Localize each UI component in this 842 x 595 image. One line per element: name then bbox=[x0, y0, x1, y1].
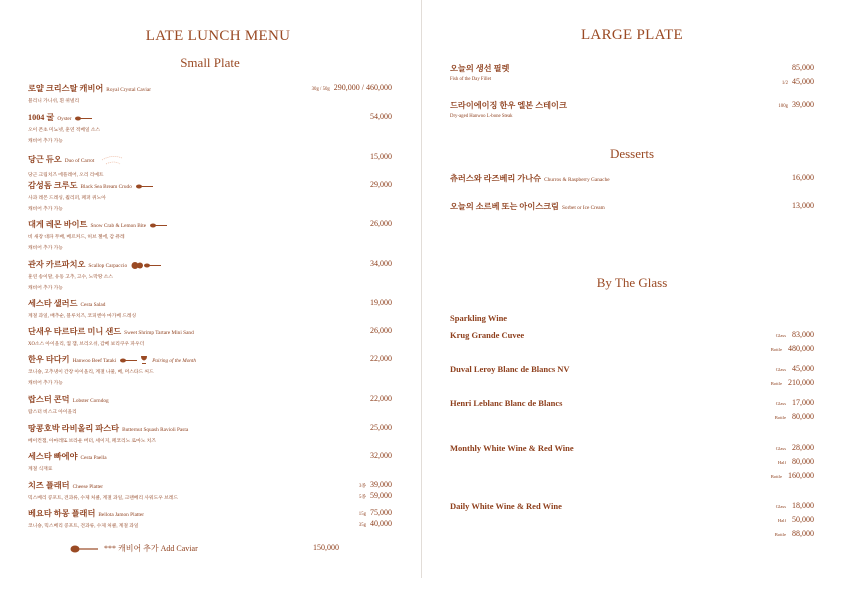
item-size: 1/2 bbox=[781, 81, 788, 86]
item-note: 캐비어 추가 가능 bbox=[28, 381, 63, 386]
add-caviar-price: 150,000 bbox=[313, 543, 339, 552]
wine-glass-icon bbox=[140, 356, 148, 364]
pairing-label: Pairing of the Month bbox=[152, 358, 196, 364]
item-desc: 당근 크림치즈 에플레어, 오리 리예트 bbox=[28, 173, 104, 178]
menu-item bbox=[28, 219, 392, 251]
item-price-value: 39,000 bbox=[370, 480, 392, 489]
item-price: 85,000 bbox=[792, 63, 814, 72]
item-price-alt bbox=[359, 491, 392, 500]
item-name-ko: 랍스터 콘덕 bbox=[28, 395, 70, 404]
serving-label: Glass bbox=[775, 401, 786, 406]
menu-item bbox=[450, 100, 814, 119]
wine-price-line bbox=[776, 364, 814, 373]
menu-item bbox=[28, 354, 392, 386]
item-price-value: 45,000 bbox=[792, 77, 814, 86]
serving-price: 83,000 bbox=[792, 330, 814, 339]
wine-name: Daily White Wine & Red Wine bbox=[450, 501, 562, 511]
serving-label: Glass bbox=[775, 446, 786, 451]
wine-price-line bbox=[776, 501, 814, 510]
item-price: 19,000 bbox=[370, 298, 392, 307]
item-name-en: Bellota Jamon Platter bbox=[98, 512, 144, 518]
item-price: 22,000 bbox=[370, 394, 392, 403]
item-price-value: 39,000 bbox=[792, 100, 814, 109]
add-caviar-label: *** 캐비어 추가 Add Caviar bbox=[104, 544, 198, 553]
item-price bbox=[778, 100, 814, 109]
item-name-ko: 1004 굴 bbox=[28, 113, 55, 122]
item-size: 35g bbox=[358, 523, 366, 528]
item-name-en: Cesta Salad bbox=[80, 302, 106, 308]
serving-price: 50,000 bbox=[792, 515, 814, 524]
item-name-ko: 오늘의 소르베 또는 아이스크림 bbox=[450, 202, 559, 211]
item-desc: 훈연 송이말, 유동 고추, 고수, 노막땅 소스 bbox=[28, 275, 113, 280]
wine-price-line bbox=[776, 398, 814, 407]
menu-item bbox=[28, 480, 392, 501]
menu-item bbox=[28, 508, 392, 529]
item-desc: 블리니 가니쉬, 흰 퀴넬리 bbox=[28, 99, 80, 104]
serving-price: 28,000 bbox=[792, 443, 814, 452]
item-price: 15,000 bbox=[370, 152, 392, 161]
caviar-spoon-icon bbox=[75, 116, 92, 121]
column-divider bbox=[421, 0, 422, 578]
item-name-ko: 땅콩호박 라비올리 파스타 bbox=[28, 424, 120, 433]
item-name-en: Dry-aged Hanwoo L-bone Steak bbox=[450, 114, 513, 119]
item-price-alt bbox=[782, 77, 814, 86]
item-note: 캐비어 추가 가능 bbox=[28, 207, 63, 212]
wine-item bbox=[450, 330, 814, 353]
section-desserts: Desserts bbox=[609, 146, 655, 161]
serving-price: 45,000 bbox=[792, 364, 814, 373]
item-desc: 랍스터 비스크 아이올리 bbox=[28, 410, 77, 415]
menu-title: LATE LUNCH MENU bbox=[145, 28, 291, 44]
menu-item bbox=[450, 173, 814, 184]
wine-price-line bbox=[776, 443, 814, 452]
item-name-ko: 치즈 플래터 bbox=[28, 481, 70, 490]
item-name-en: Butternut Squash Ravioli Pasta bbox=[122, 427, 189, 433]
add-caviar-line bbox=[70, 543, 339, 554]
item-name-ko: 오늘의 생선 필렛 bbox=[450, 64, 510, 73]
wine-name: Krug Grande Cuvee bbox=[450, 330, 525, 340]
wine-item bbox=[450, 398, 814, 421]
caviar-spoon-icon bbox=[136, 184, 153, 189]
item-name-en: Cesta Paella bbox=[80, 455, 107, 461]
wine-price-line bbox=[776, 330, 814, 339]
item-price bbox=[359, 508, 392, 517]
caviar-spoon-icon bbox=[150, 223, 167, 228]
item-price bbox=[312, 83, 392, 92]
serving-label: Half bbox=[777, 460, 786, 465]
item-name-ko: 세스타 샐러드 bbox=[28, 299, 78, 308]
section-by-the-glass: By The Glass bbox=[596, 275, 668, 290]
wine-item bbox=[450, 443, 814, 480]
serving-price: 160,000 bbox=[788, 471, 814, 480]
menu-item bbox=[28, 451, 392, 472]
item-size: 100g bbox=[778, 104, 788, 109]
item-price: 26,000 bbox=[370, 326, 392, 335]
item-desc: 계절 식재료 bbox=[28, 467, 53, 472]
wine-price-line bbox=[771, 344, 814, 353]
serving-price: 480,000 bbox=[788, 344, 814, 353]
item-name-ko: 대게 레몬 바이트 bbox=[28, 220, 88, 229]
menu-item bbox=[28, 298, 392, 319]
item-name-en: Oyster bbox=[57, 116, 72, 122]
item-price: 34,000 bbox=[370, 259, 392, 268]
item-desc: 오이 폰초 미뇨넷, 훈연 적베일 소스 bbox=[28, 128, 101, 133]
item-name-ko: 감성돔 크루도 bbox=[28, 181, 78, 190]
wine-name: Monthly White Wine & Red Wine bbox=[450, 443, 574, 453]
item-desc: 사과 레몬 드레싱, 퀄리퍼, 페퍼 퀴노아 bbox=[28, 196, 106, 201]
scallop-spoon-icon bbox=[131, 261, 161, 270]
item-desc: 믹스베리 콩포트, 견과류, 수제 처클, 계절 과일, 크랜베리 사워도우 브레드 bbox=[28, 496, 178, 501]
section-small-plate: Small Plate bbox=[180, 55, 240, 70]
item-name-en: Royal Crystal Caviar bbox=[106, 87, 152, 93]
menu-item bbox=[28, 326, 392, 347]
caviar-spoon-icon bbox=[70, 545, 98, 553]
item-name-en: Cheese Platter bbox=[72, 484, 104, 490]
item-price-alt bbox=[359, 519, 392, 528]
menu-item bbox=[28, 152, 392, 178]
item-name-ko: 베요타 하몽 플래터 bbox=[28, 509, 96, 518]
item-desc: 계절 과일, 배추순, 블루치즈, 코피엔아 마가베 드레싱 bbox=[28, 314, 137, 319]
serving-price: 18,000 bbox=[792, 501, 814, 510]
item-price-value: 75,000 bbox=[370, 508, 392, 517]
item-name-en: Sweet Shrimp Tartare Mini Sand bbox=[124, 330, 194, 336]
item-name-ko: 세스타 빠에야 bbox=[28, 452, 78, 461]
item-price: 22,000 bbox=[370, 354, 392, 363]
item-name-en: Churros & Raspberry Ganache bbox=[544, 177, 610, 183]
sparkling-wine-heading: Sparkling Wine bbox=[450, 313, 508, 323]
item-name-ko: 한우 타다키 bbox=[28, 355, 70, 364]
wine-price-line bbox=[771, 471, 814, 480]
item-desc: 코니숑, 믹스베리 콩포트, 견과류, 수제 처클, 계절 과일 bbox=[28, 524, 139, 529]
serving-label: Bottle bbox=[774, 532, 786, 537]
caviar-spoon-icon bbox=[120, 358, 137, 363]
serving-price: 80,000 bbox=[792, 412, 814, 421]
serving-label: Bottle bbox=[770, 347, 782, 352]
menu-item bbox=[450, 63, 814, 86]
item-note: 캐비어 추가 가능 bbox=[28, 246, 63, 251]
large-plate-title: LARGE PLATE bbox=[580, 27, 684, 43]
serving-label: Bottle bbox=[770, 474, 782, 479]
item-name-en: Black Sea Bream Crudo bbox=[80, 184, 132, 190]
item-name-ko: 당근 듀오 bbox=[28, 154, 62, 164]
item-name-en: Snow Crab & Lemon Bite bbox=[90, 223, 147, 229]
item-desc: 베이컨잼, 아마레또 브라운 버터, 세이지, 페코리노 로마노 치즈 bbox=[28, 439, 156, 444]
item-size: 15g bbox=[358, 512, 366, 517]
wine-price-line bbox=[778, 515, 814, 524]
item-note: 캐비어 추가 가능 bbox=[28, 286, 63, 291]
serving-label: Bottle bbox=[774, 415, 786, 420]
serving-label: Glass bbox=[775, 333, 786, 338]
serving-label: Glass bbox=[775, 504, 786, 509]
menu-item bbox=[28, 259, 392, 291]
item-size: 30g / 50g bbox=[311, 87, 330, 92]
item-price: 54,000 bbox=[370, 112, 392, 121]
wine-price-line bbox=[778, 457, 814, 466]
serving-price: 88,000 bbox=[792, 529, 814, 538]
item-name-ko: 로얄 크리스탈 캐비어 bbox=[28, 84, 104, 93]
serving-label: Bottle bbox=[770, 381, 782, 386]
item-name-en: Sorbet or Ice Cream bbox=[561, 205, 605, 211]
wine-price-line bbox=[771, 378, 814, 387]
carrot-sketch-icon bbox=[100, 152, 124, 168]
item-price: 29,000 bbox=[370, 180, 392, 189]
item-name-en: Scallop Carpaccio bbox=[88, 263, 128, 269]
menu-item bbox=[28, 112, 392, 144]
serving-price: 210,000 bbox=[788, 378, 814, 387]
serving-price: 80,000 bbox=[792, 457, 814, 466]
menu-item bbox=[28, 423, 392, 444]
menu-item bbox=[28, 180, 392, 212]
menu-item bbox=[28, 83, 392, 104]
wine-price-line bbox=[775, 529, 814, 538]
item-price: 32,000 bbox=[370, 451, 392, 460]
item-note: 캐비어 추가 가능 bbox=[28, 139, 63, 144]
item-name-en: Hanwoo Beef Tataki bbox=[72, 358, 117, 364]
serving-price: 17,000 bbox=[792, 398, 814, 407]
item-name-ko: 츄러스와 라즈베리 가나슈 bbox=[450, 174, 542, 183]
item-price: 13,000 bbox=[792, 201, 814, 210]
item-price-value: 40,000 bbox=[370, 519, 392, 528]
item-name-en: Fish of the Day Fillet bbox=[450, 77, 492, 82]
item-price-value: 59,000 bbox=[370, 491, 392, 500]
serving-label: Half bbox=[777, 518, 786, 523]
item-size: 3종 bbox=[358, 484, 366, 489]
item-name-ko: 단새우 타르타르 미니 샌드 bbox=[28, 327, 122, 336]
item-price: 26,000 bbox=[370, 219, 392, 228]
item-price: 25,000 bbox=[370, 423, 392, 432]
item-size: 5종 bbox=[358, 495, 366, 500]
item-desc: 비 새장 대파 무배, 베르커드, 허브 젤에, 감 퓨레 bbox=[28, 235, 125, 240]
wine-item bbox=[450, 501, 814, 538]
wine-item bbox=[450, 364, 814, 387]
item-price-value: 290,000 / 460,000 bbox=[333, 83, 392, 92]
menu-item bbox=[28, 394, 392, 415]
serving-label: Glass bbox=[775, 367, 786, 372]
wine-name: Duval Leroy Blanc de Blancs NV bbox=[450, 364, 570, 374]
item-price: 16,000 bbox=[792, 173, 814, 182]
item-name-ko: 드라이에이징 한우 엘본 스테이크 bbox=[450, 101, 567, 110]
item-name-en: Lobster Corndog bbox=[72, 398, 109, 404]
item-name-ko: 관자 카르파치오 bbox=[28, 260, 86, 269]
item-desc: XO소스 아이올리, 궐 잼, 브리오쉬, 감베 보리쿠우 파우더 bbox=[28, 342, 145, 347]
item-name-en: Duo of Carrot bbox=[64, 157, 95, 164]
item-price bbox=[359, 480, 392, 489]
item-desc: 코니숑, 고추냉이 간장 아이올리, 계절 나물, 베, 머스타드 씨드 bbox=[28, 370, 154, 375]
wine-price-line bbox=[775, 412, 814, 421]
menu-item bbox=[450, 201, 814, 212]
wine-name: Henri Leblanc Blanc de Blancs bbox=[450, 398, 563, 408]
